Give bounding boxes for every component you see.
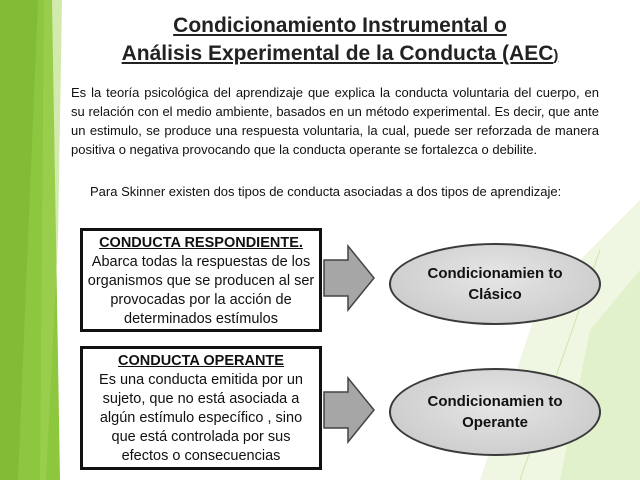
skinner-statement: Para Skinner existen dos tipos de conducta asociadas a dos tipos de aprendizaje: [90,184,562,199]
classical-conditioning-ellipse [389,243,601,325]
classical-conditioning-label: Condicionamien to Clásico [427,265,563,303]
title-line-2: Análisis Experimental de la Conducta (AEC [121,42,554,65]
intro-paragraph: Es la teoría psicológica del aprendizaje que explica la conducta voluntaria del cuerpo, en su relación con el medio ambiente, basados en un método experimental. Es decir, que ante un estimulo, se produce una respuesta voluntaria, la cual, puede ser reforzada de manera positiva o negativa provocando que la conducta operante se fortalezca o debilite. [71,85,599,157]
respondent-behavior-box [80,228,322,332]
operant-heading: CONDUCTA OPERANTE [118,353,284,369]
arrow-right-icon [322,376,376,444]
arrow-right-icon [322,244,376,312]
operant-behavior-box [80,346,322,470]
respondent-description: Abarca todas la respuestas de los organismos que se producen al ser provocadas por la acción de determinados estímulos [87,254,315,327]
operant-description: Es una conducta emitida por un sujeto, que no está asociada a algún estímulo específico , sino que está controlada por sus efectos o consecuencias [99,372,303,464]
title-line-2-tail: ) [553,47,559,64]
operant-conditioning-label: Condicionamien to Operante [427,393,563,431]
respondent-heading: CONDUCTA RESPONDIENTE. [99,235,303,251]
operant-conditioning-ellipse [389,368,601,456]
title-line-1: Condicionamiento Instrumental o [173,14,507,37]
page-title [60,12,620,70]
